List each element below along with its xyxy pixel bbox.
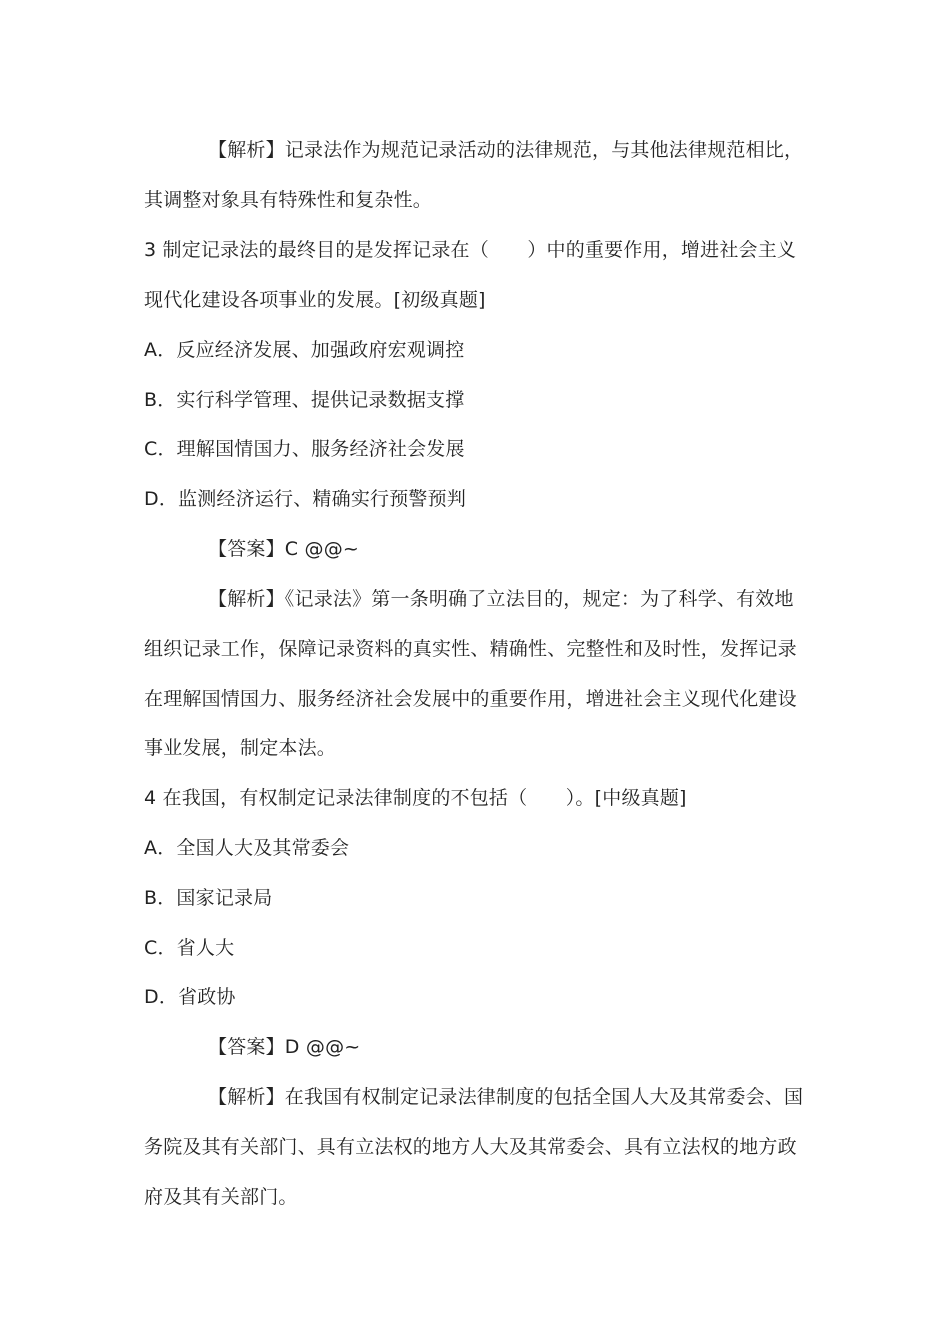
q4-option-b: B．国家记录局 xyxy=(144,887,273,909)
q4-analysis-line-2: 务院及其有关部门、具有立法权的地方人大及其常委会、具有立法权的地方政 xyxy=(144,1136,797,1158)
q4-analysis-line-3: 府及其有关部门。 xyxy=(144,1186,298,1208)
q4-analysis-line-1: 【解析】在我国有权制定记录法律制度的包括全国人大及其常委会、国 xyxy=(208,1086,804,1108)
q3-option-a: A．反应经济发展、加强政府宏观调控 xyxy=(144,339,465,361)
q3-answer: 【答案】C @@~ xyxy=(208,538,360,560)
q3-option-c: C．理解国情国力、服务经济社会发展 xyxy=(144,438,465,460)
q3-analysis-line-4: 事业发展，制定本法。 xyxy=(144,737,337,759)
q3-analysis-line-1: 【解析】《记录法》第一条明确了立法目的，规定：为了科学、有效地 xyxy=(208,588,794,610)
q3-option-d: D．监测经济运行、精确实行预警预判 xyxy=(144,488,467,510)
q3-analysis-line-3: 在理解国情国力、服务经济社会发展中的重要作用，增进社会主义现代化建设 xyxy=(144,688,797,710)
q4-option-c: C．省人大 xyxy=(144,937,235,959)
q3-stem-line-1: 3 制定记录法的最终目的是发挥记录在（ ）中的重要作用，增进社会主义 xyxy=(144,239,797,261)
q4-option-d: D．省政协 xyxy=(144,986,236,1008)
q2-analysis-line-2: 其调整对象具有特殊性和复杂性。 xyxy=(144,189,433,211)
q3-stem-line-2: 现代化建设各项事业的发展。[初级真题] xyxy=(144,289,486,311)
q4-option-a: A．全国人大及其常委会 xyxy=(144,837,350,859)
q4-answer: 【答案】D @@~ xyxy=(208,1036,361,1058)
q3-option-b: B．实行科学管理、提供记录数据支撑 xyxy=(144,389,465,411)
q4-stem: 4 在我国，有权制定记录法律制度的不包括（ ）。[中级真题] xyxy=(144,787,687,809)
q2-analysis-line-1: 【解析】记录法作为规范记录活动的法律规范，与其他法律规范相比， xyxy=(208,139,804,161)
q3-analysis-line-2: 组织记录工作，保障记录资料的真实性、精确性、完整性和及时性，发挥记录 xyxy=(144,638,797,660)
